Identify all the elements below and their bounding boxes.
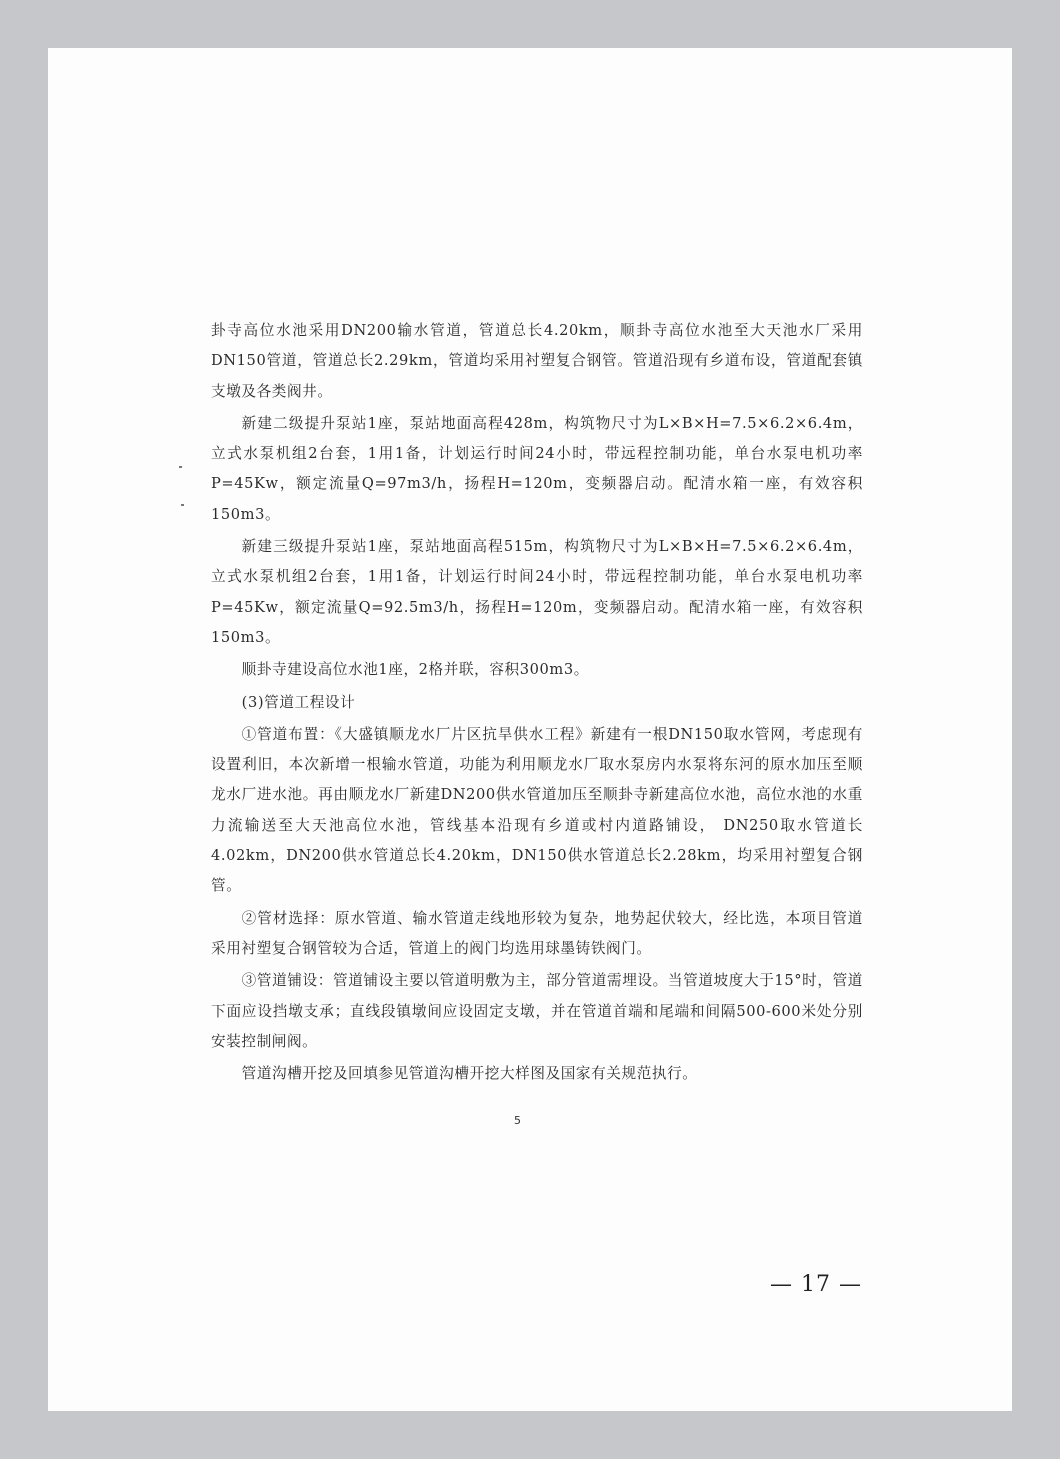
inner-page-number: 5 bbox=[514, 1114, 521, 1127]
scan-speck bbox=[181, 504, 184, 506]
paragraph-pump-station-2: 新建二级提升泵站1座，泵站地面高程428m，构筑物尺寸为L×B×H=7.5×6.2×6.4m，立式水泵机组2台套，1用1备，计划运行时间24小时，带远程控制功能，单台水泵电机功率P=45Kw，额定流量Q=97m3/h，扬程H=120m，变频器启动。配清水箱一座，有效容积150m3。 bbox=[211, 414, 863, 523]
scan-speck bbox=[179, 466, 182, 468]
document-page bbox=[48, 48, 1012, 1411]
paragraph-pipe-material: ②管材选择：原水管道、输水管道走线地形较为复杂，地势起伏较大，经比选，本项目管道采用衬塑复合钢管较为合适，管道上的阀门均选用球墨铸铁阀门。 bbox=[211, 909, 863, 957]
paragraph-trench-excavation: 管道沟槽开挖及回填参见管道沟槽开挖大样图及国家有关规范执行。 bbox=[241, 1065, 698, 1083]
paragraph-pipeline-layout: ①管道布置：《大盛镇顺龙水厂片区抗旱供水工程》新建有一根DN150取水管网，考虑现有设置利旧，本次新增一根输水管道，功能为利用顺龙水厂取水泵房内水泵将东河的原水加压至顺龙水厂进水池。再由顺龙水厂新建DN200供水管道加压至顺卦寺新建高位水池，高位水池的水重力流输送至大天池高位水池，管线基本沿现有乡道或村内道路铺设， DN250取水管道长4.02km，DN200供水管道总长4.20km，DN150供水管道总长2.28km，均采用衬塑复合钢管。 bbox=[211, 725, 863, 895]
paragraph-pump-station-3: 新建三级提升泵站1座，泵站地面高程515m，构筑物尺寸为L×B×H=7.5×6.2×6.4m，立式水泵机组2台套，1用1备，计划运行时间24小时，带远程控制功能，单台水泵电机功率P=45Kw，额定流量Q=92.5m3/h，扬程H=120m，变频器启动。配清水箱一座，有效容积150m3。 bbox=[211, 538, 863, 646]
footer-page-number: — 17 — bbox=[770, 1272, 862, 1297]
section-heading-pipeline-design: (3)管道工程设计 bbox=[241, 693, 356, 711]
body-text bbox=[211, 316, 863, 1091]
paragraph-pipe-laying: ③管道铺设：管道铺设主要以管道明敷为主，部分管道需埋设。当管道坡度大于15°时，管道下面应设挡墩支承；直线段镇墩间应设固定支墩，并在管道首端和尾端和间隔500-600米处分别安装控制闸阀。 bbox=[211, 972, 863, 1050]
paragraph-pipeline-continuation: 卦寺高位水池采用DN200输水管道，管道总长4.20km，顺卦寺高位水池至大天池水厂采用DN150管道，管道总长2.29km，管道均采用衬塑复合钢管。管道沿现有乡道布设，管道配套镇支墩及各类阀井。 bbox=[211, 322, 863, 400]
paragraph-reservoir: 顺卦寺建设高位水池1座，2格并联，容积300m3。 bbox=[241, 661, 589, 679]
